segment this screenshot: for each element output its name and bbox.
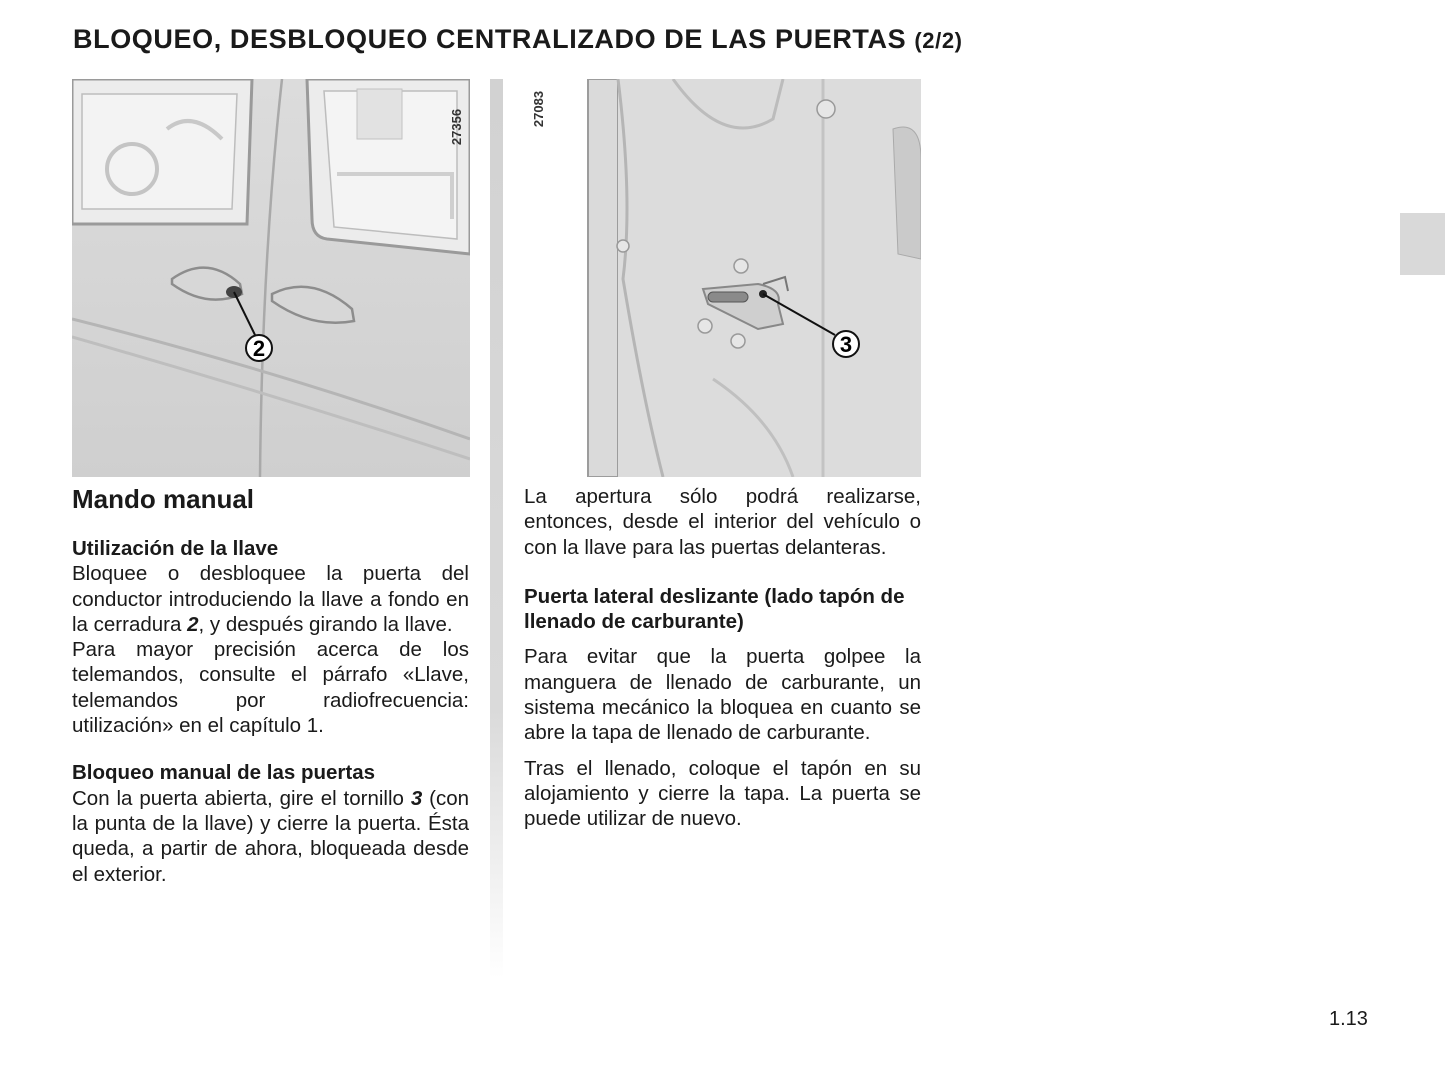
manual-lock-heading: Bloqueo manual de las puertas [72, 761, 376, 785]
key-usage-text-before: Bloquee o desbloquee la puerta del conductor introduciendo la llave a fondo en la cerradura [72, 562, 469, 636]
manual-lock-ref: 3 [410, 786, 423, 810]
left-column [72, 484, 469, 887]
right-column [524, 484, 921, 832]
section-title: Mando manual [72, 484, 255, 514]
column-divider [490, 79, 503, 979]
car-door-handle-figure [72, 79, 470, 477]
sliding-door-text: Para evitar que la puerta golpee la manguera de llenado de carburante, un sistema mecánico la bloquea en cuanto se abre la tapa de llenado de carburante. [524, 645, 921, 745]
key-usage-heading: Utilización de la llave [72, 537, 279, 560]
car-side-door-handle-illustration-icon [72, 79, 470, 477]
figure-code-right: 27083 [531, 90, 546, 128]
page-title-text: BLOQUEO, DESBLOQUEO CENTRALIZADO DE LAS PUERTAS [73, 24, 907, 54]
manual-lock-text [72, 786, 469, 887]
door-lock-figure [523, 79, 921, 477]
chapter-tab [1400, 213, 1445, 275]
refill-text: Tras el llenado, coloque el tapón en su alojamiento y cierre la tapa. La puerta se puede utilizar de nuevo. [524, 756, 921, 831]
opening-text: La apertura sólo podrá realizarse, entonces, desde el interior del vehículo o con la llave para las puertas delanteras. [524, 485, 921, 559]
key-usage-ref: 2 [187, 612, 199, 636]
page-title [73, 24, 963, 55]
page-number: 1.13 [1329, 1008, 1368, 1030]
manual-lock-text-before: Con la puerta abierta, gire el tornillo [72, 786, 411, 810]
key-usage-text [72, 561, 469, 637]
page-part-indicator: (2/2) [914, 28, 963, 53]
figure-callout-3: 3 [839, 332, 853, 357]
door-lock-striker-illustration-icon [523, 79, 921, 477]
remote-control-text: Para mayor precisión acerca de los telemandos, consulte el párrafo «Llave, telemandos por radiofrecuencia: utilización» en el capítulo 1. [72, 638, 469, 738]
figure-callout-2: 2 [252, 336, 266, 361]
key-usage-text-after: , y después girando la llave. [198, 612, 453, 636]
sliding-door-heading: Puerta lateral deslizante (lado tapón de llenado de carburante) [524, 584, 905, 634]
figure-code-left: 27356 [449, 108, 464, 146]
manual-lock-text-after: (con la punta de la llave) y cierre la puerta. Ésta queda, a partir de ahora, bloqueada desde el exterior. [72, 786, 470, 886]
